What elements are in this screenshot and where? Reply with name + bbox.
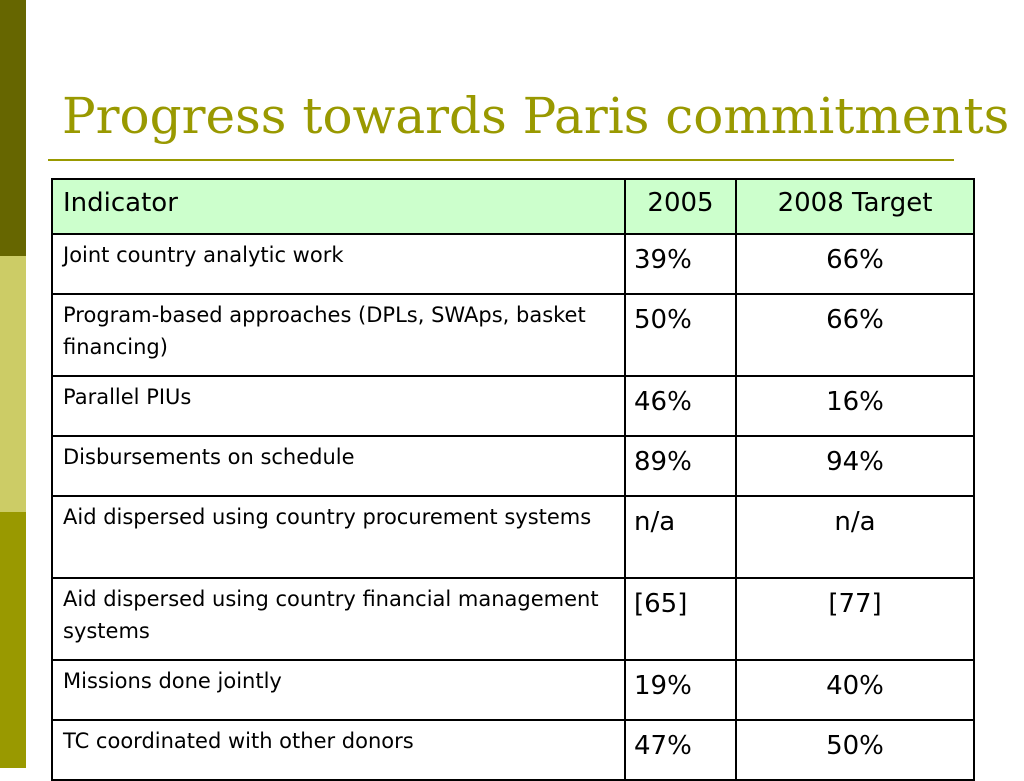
table-row xyxy=(52,496,974,578)
indicator-cell: Disbursements on schedule xyxy=(52,436,625,496)
target-2008-cell: n/a xyxy=(736,496,974,578)
target-2008-cell: 66% xyxy=(736,294,974,376)
target-2008-cell: 94% xyxy=(736,436,974,496)
indicator-cell: Joint country analytic work xyxy=(52,234,625,294)
table-row xyxy=(52,376,974,436)
value-2005-cell: 89% xyxy=(625,436,736,496)
slide-title: Progress towards Paris commitments xyxy=(62,87,1010,145)
indicator-cell: Aid dispersed using country financial management systems xyxy=(52,578,625,660)
value-2005-cell: 39% xyxy=(625,234,736,294)
indicator-cell: Aid dispersed using country procurement systems xyxy=(52,496,625,578)
value-2005-cell: 47% xyxy=(625,720,736,780)
side-bar-olive xyxy=(0,512,26,768)
target-2008-cell: 16% xyxy=(736,376,974,436)
table-row xyxy=(52,720,974,780)
indicator-cell: TC coordinated with other donors xyxy=(52,720,625,780)
header-2008-target: 2008 Target xyxy=(736,179,974,234)
header-2005: 2005 xyxy=(625,179,736,234)
table-row xyxy=(52,294,974,376)
side-bar-light xyxy=(0,256,26,512)
target-2008-cell: 50% xyxy=(736,720,974,780)
target-2008-cell: 40% xyxy=(736,660,974,720)
value-2005-cell: [65] xyxy=(625,578,736,660)
side-bar-dark xyxy=(0,0,26,256)
title-underline xyxy=(48,159,954,161)
table-row xyxy=(52,436,974,496)
target-2008-cell: 66% xyxy=(736,234,974,294)
commitments-table xyxy=(51,178,975,781)
indicator-cell: Program-based approaches (DPLs, SWAps, basket financing) xyxy=(52,294,625,376)
target-2008-cell: [77] xyxy=(736,578,974,660)
table-header-row xyxy=(52,179,974,234)
indicator-cell: Missions done jointly xyxy=(52,660,625,720)
value-2005-cell: 50% xyxy=(625,294,736,376)
table-row xyxy=(52,578,974,660)
header-indicator: Indicator xyxy=(52,179,625,234)
value-2005-cell: 19% xyxy=(625,660,736,720)
table-row xyxy=(52,234,974,294)
table-row xyxy=(52,660,974,720)
indicator-cell: Parallel PIUs xyxy=(52,376,625,436)
value-2005-cell: 46% xyxy=(625,376,736,436)
value-2005-cell: n/a xyxy=(625,496,736,578)
